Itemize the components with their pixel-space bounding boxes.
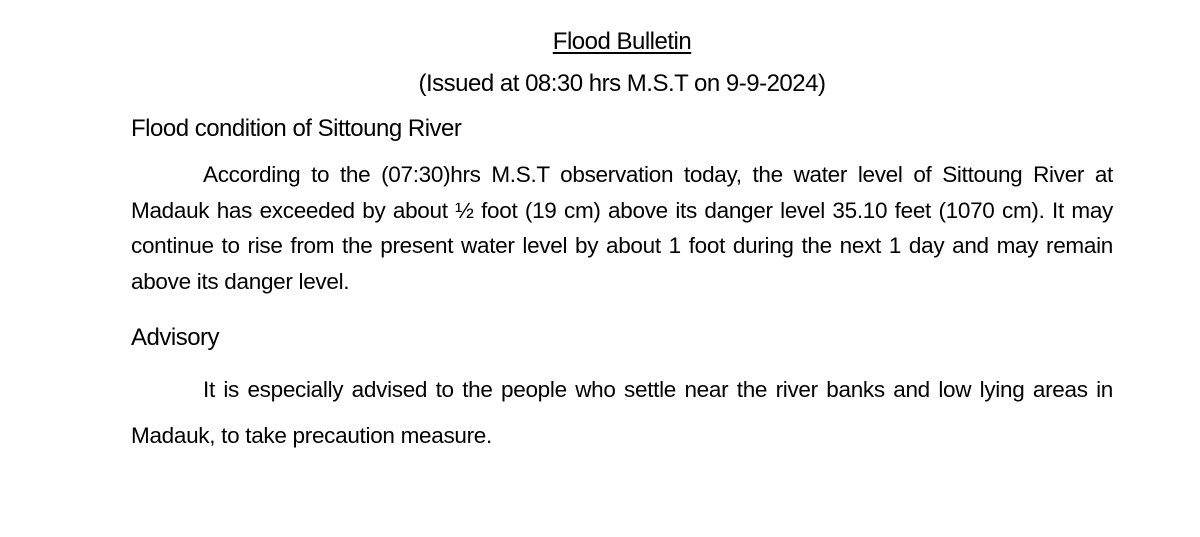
advisory-heading: Advisory [131,324,220,351]
issued-timestamp: (Issued at 08:30 hrs M.S.T on 9-9-2024) [418,70,826,97]
flood-condition-heading: Flood condition of Sittoung River [131,115,462,142]
advisory-paragraph: It is especially advised to the people who settle near the river banks and low lying areas in Madauk, to take precaution measure. [131,377,1113,448]
flood-condition-paragraph: According to the (07:30)hrs M.S.T observation today, the water level of Sittoung River at Madauk has exceeded by about ½ foot (19 cm) above its danger level 35.10 feet (1070 cm). It may continue to rise from the present water level by about 1 foot during the next 1 day and may remain above its danger level. [131,162,1113,294]
bulletin-title: Flood Bulletin [552,28,692,55]
